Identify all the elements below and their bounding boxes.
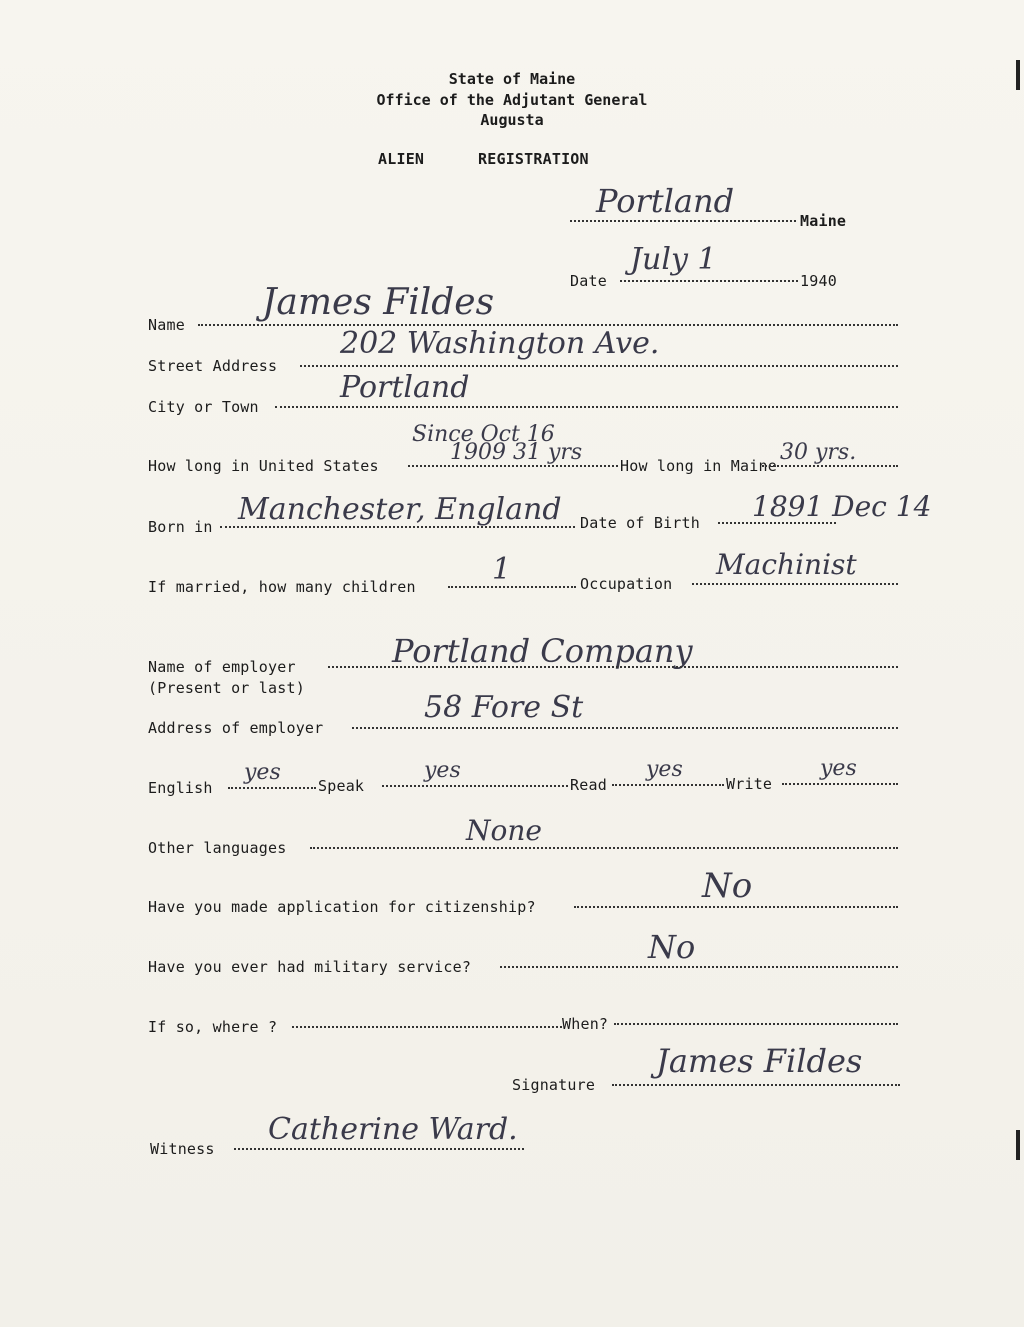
children-dots [448, 572, 576, 588]
speak-value[interactable]: yes [424, 758, 461, 783]
witness-value[interactable]: Catherine Ward. [268, 1112, 518, 1147]
form-title-registration: REGISTRATION [478, 150, 589, 168]
where-dots [292, 1012, 562, 1028]
street-label: Street Address [148, 357, 278, 375]
military-dots [500, 952, 898, 968]
us-duration-label: How long in United States [148, 457, 379, 475]
header-office: Office of the Adjutant General [376, 91, 648, 109]
read-value[interactable]: yes [646, 757, 683, 782]
date-year: 1940 [800, 272, 837, 290]
maine-duration-value[interactable]: 30 yrs. [780, 440, 857, 465]
name-value[interactable]: James Fildes [262, 282, 495, 323]
read-label: Read [570, 776, 607, 794]
date-label: Date [570, 272, 607, 290]
occupation-label: Occupation [580, 575, 673, 593]
dob-value[interactable]: 1891 Dec 14 [752, 490, 932, 523]
street-value[interactable]: 202 Washington Ave. [340, 326, 660, 361]
witness-label: Witness [150, 1140, 215, 1158]
when-dots [614, 1009, 898, 1025]
write-label: Write [726, 775, 773, 793]
born-value[interactable]: Manchester, England [238, 492, 562, 527]
header-state: State of Maine [448, 70, 576, 88]
speak-dots [382, 771, 568, 787]
born-label: Born in [148, 518, 213, 536]
city-label: City or Town [148, 398, 259, 416]
military-value[interactable]: No [648, 928, 696, 966]
date-value[interactable]: July 1 [630, 242, 717, 277]
children-value[interactable]: 1 [492, 552, 512, 587]
header-city: Augusta [480, 111, 544, 129]
citizenship-label: Have you made application for citizenship? [148, 898, 536, 916]
english-label: English [148, 779, 213, 797]
employer-address-value[interactable]: 58 Fore St [424, 690, 584, 725]
employer-sublabel: (Present or last) [148, 679, 305, 697]
children-label: If married, how many children [148, 578, 416, 596]
employer-dots [328, 652, 898, 668]
maine-duration-label: How long in Maine [620, 457, 777, 475]
write-value[interactable]: yes [820, 756, 857, 781]
citizenship-value[interactable]: No [702, 866, 753, 906]
us-duration-note[interactable]: Since Oct 16 [412, 422, 555, 447]
name-label: Name [148, 316, 185, 334]
military-label: Have you ever had military service? [148, 958, 472, 976]
english-value[interactable]: yes [244, 760, 281, 785]
place-value[interactable]: Portland [596, 182, 735, 220]
scan-edge-mark [1016, 1130, 1020, 1160]
city-value[interactable]: Portland [340, 370, 470, 405]
other-languages-dots [310, 833, 898, 849]
place-suffix: Maine [800, 212, 847, 230]
signature-label: Signature [512, 1076, 596, 1094]
occupation-value[interactable]: Machinist [716, 548, 857, 581]
form-title-alien: ALIEN [378, 150, 425, 168]
employer-label: Name of employer [148, 658, 296, 676]
where-label: If so, where ? [148, 1018, 278, 1036]
employer-value[interactable]: Portland Company [392, 632, 693, 670]
dob-label: Date of Birth [580, 514, 700, 532]
signature-value[interactable]: James Fildes [656, 1042, 863, 1080]
employer-address-label: Address of employer [148, 719, 324, 737]
other-languages-label: Other languages [148, 839, 287, 857]
us-duration-value[interactable]: 1909 31 yrs [450, 440, 583, 465]
other-languages-value[interactable]: None [466, 814, 542, 847]
speak-label: Speak [318, 777, 365, 795]
when-label: When? [562, 1015, 609, 1033]
